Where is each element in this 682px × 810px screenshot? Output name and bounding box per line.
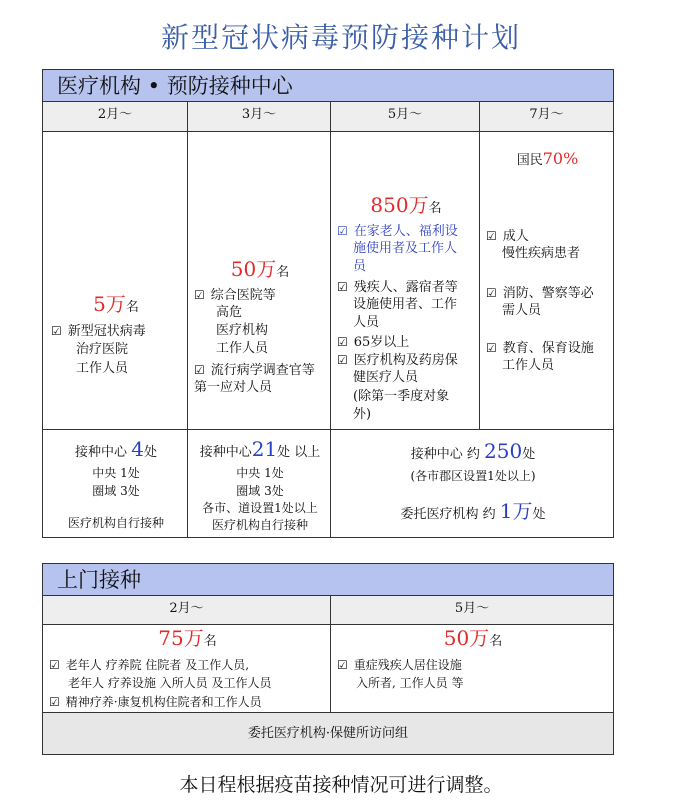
percent-number: 70% [542,149,579,168]
checkbox-icon: ☑ [486,286,497,300]
column-header-jul: 7月～ [479,101,614,132]
checkbox-icon: ☑ [337,224,348,238]
cell-may-centers: 接种中心 约 250处 (各市郡区设置1处以上) 委托医疗机构 约 1万处 [330,429,614,538]
section-header-home-visit [42,563,614,596]
center-count: 4 [131,437,144,461]
cell-home-left: 75万名 ☑ 老年人 疗养院 住院者 及工作人员, 老年人 疗养设施 入所人员 及工作人员 ☑ 精神疗养·康复机构住院者和工作人员 [42,624,331,713]
count-number: 50万 [443,626,490,650]
column-header-feb: 2月～ [42,101,188,132]
count-number: 75万 [158,626,204,650]
checkbox-icon: ☑ [51,324,62,338]
checkbox-icon: ☑ [486,341,497,355]
center-count: 21 [251,437,278,461]
cell-home-right: 50万名 ☑ 重症残疾人居住设施 入所者, 工作人员 等 [330,624,614,713]
checkbox-icon: ☑ [337,280,348,294]
section-title: 上门接种 [57,568,141,592]
page-title: 新型冠状病毒预防接种计划 [160,21,521,54]
cell-feb-centers: 接种中心 4处 中央 1处 圈域 3处 医疗机构自行接种 [42,429,188,538]
checkbox-icon: ☑ [486,229,497,243]
checkbox-icon: ☑ [194,288,205,302]
count-number: 5万 [93,292,126,316]
section-header-medical [42,69,614,102]
count-number: 850万 [370,193,429,217]
checkbox-icon: ☑ [49,695,60,709]
cell-may-targets: 850万名 ☑ 在家老人、福利设 施使用者及工作人 员 ☑ 残疾人、露宿者等 设施使用者、工作 人员 ☑ 65岁以上 ☑ 医疗机构及药房保 健医疗人员 (除第一季度对象 外) [330,131,480,430]
column-header-may: 5月～ [330,595,614,625]
cell-jul-targets: 国民70% ☑ 成人 慢性疾病患者 ☑ 消防、警察等必 需人员 ☑ 教育、保育设施 工作人员 [479,131,614,430]
checkbox-icon: ☑ [337,658,348,672]
cell-mar-targets: 50万名 ☑ 综合医院等 高危 医疗机构 工作人员 ☑ 流行病学调查官等 第一应对人员 [187,131,331,430]
cell-feb-targets: 5万名 ☑ 新型冠状病毒 治疗医院 工作人员 [42,131,188,430]
entrust-count: 1万 [499,499,533,523]
footer-note: 本日程根据疫苗接种情况可进行调整。 [179,774,503,796]
column-header-feb: 2月～ [42,595,331,625]
checkbox-icon: ☑ [49,658,60,672]
column-header-may: 5月～ [330,101,480,132]
checkbox-icon: ☑ [337,353,348,367]
checkbox-icon: ☑ [337,335,348,349]
count-number: 50万 [230,257,277,281]
cell-mar-centers: 接种中心21处 以上 中央 1处 圈域 3处 各市、道设置1处以上 医疗机构自行接种 [187,429,331,538]
section-title: 医疗机构 • 预防接种中心 [57,74,293,98]
checkbox-icon: ☑ [194,363,205,377]
center-count: 250 [484,439,523,463]
home-visit-provider-row: 委托医疗机构·保健所访问组 [42,712,614,755]
column-header-mar: 3月～ [187,101,331,132]
